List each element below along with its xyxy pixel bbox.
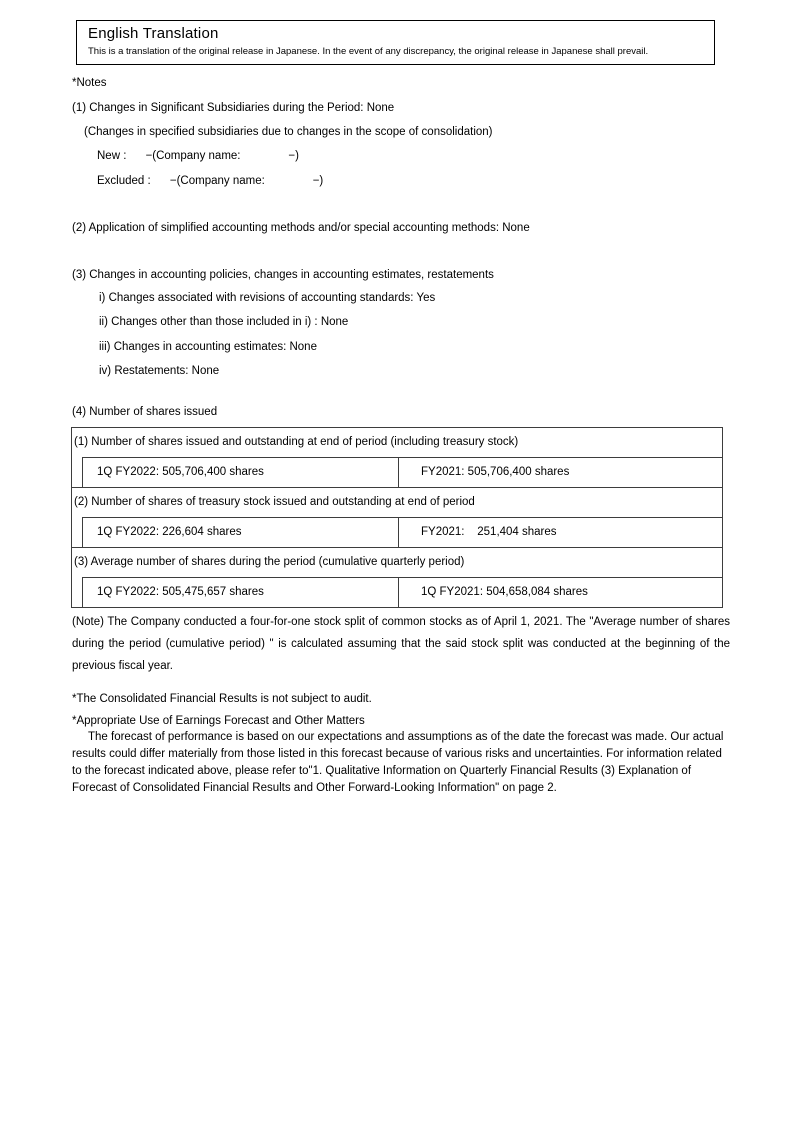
shares-table-cell-prior: FY2021: 505,706,400 shares	[421, 466, 570, 478]
shares-table-row-values	[82, 577, 722, 607]
shares-table-cell-prior: FY2021: 251,404 shares	[421, 526, 557, 538]
forecast-paragraph: The forecast of performance is based on our expectations and assumptions as of the date the forecast was made. Our actual results could differ materially from those listed in this forecast because of various risks and uncertainties. For information related to the forecast indicated above, please refer to"1. Qualitative Information on Quarterly Financial Results (3) Explanation of Forecast of Consolidated Financial Results and Other Forward-Looking Information" on page 2.	[72, 731, 724, 794]
shares-table-row-values	[82, 457, 722, 487]
note-1-new-line: New : −(Company name: −)	[97, 150, 299, 162]
shares-table-cell-current: 1Q FY2022: 226,604 shares	[83, 518, 399, 547]
translation-notice-subtitle: This is a translation of the original release in Japanese. In the event of any discrepancy, the original release in Japanese shall prevail.	[88, 46, 649, 57]
note-3-heading: (3) Changes in accounting policies, changes in accounting estimates, restatements	[72, 269, 494, 281]
note-4-heading: (4) Number of shares issued	[72, 406, 218, 418]
note-1-heading: (1) Changes in Significant Subsidiaries during the Period: None	[72, 102, 395, 114]
notes-section-title: *Notes	[72, 77, 107, 89]
shares-table-cell-current: 1Q FY2022: 505,475,657 shares	[83, 578, 399, 607]
stock-split-note: (Note) The Company conducted a four-for-one stock split of common stocks as of April 1, 2021. The "Average number of shares during the period (cumulative period) " is calculated assuming that the said stock split was conducted at the beginning of the previous fiscal year.	[72, 616, 730, 672]
forecast-heading: *Appropriate Use of Earnings Forecast and Other Matters	[72, 715, 365, 727]
shares-table-cell-prior: 1Q FY2021: 504,658,084 shares	[421, 586, 588, 598]
shares-table-row-values	[82, 517, 722, 547]
note-3-item-ii: ii) Changes other than those included in i) : None	[99, 316, 349, 328]
shares-table-row-label: (3) Average number of shares during the period (cumulative quarterly period)	[72, 547, 722, 577]
note-2-heading: (2) Application of simplified accounting methods and/or special accounting methods: None	[72, 222, 530, 234]
note-3-item-iv: iv) Restatements: None	[99, 365, 220, 377]
shares-table-cell-current: 1Q FY2022: 505,706,400 shares	[83, 458, 399, 487]
translation-notice-title: English Translation	[88, 25, 219, 42]
note-1-excluded-line: Excluded : −(Company name: −)	[97, 175, 324, 187]
note-1-subheading: (Changes in specified subsidiaries due to changes in the scope of consolidation)	[84, 126, 493, 138]
translation-notice-box	[76, 20, 715, 65]
shares-table-row-label: (2) Number of shares of treasury stock issued and outstanding at end of period	[72, 487, 722, 517]
audit-note: *The Consolidated Financial Results is not subject to audit.	[72, 693, 372, 705]
note-3-item-iii: iii) Changes in accounting estimates: None	[99, 341, 317, 353]
shares-table-row-label: (1) Number of shares issued and outstanding at end of period (including treasury stock)	[74, 436, 519, 448]
shares-table	[71, 427, 723, 608]
note-3-item-i: i) Changes associated with revisions of accounting standards: Yes	[99, 292, 436, 304]
